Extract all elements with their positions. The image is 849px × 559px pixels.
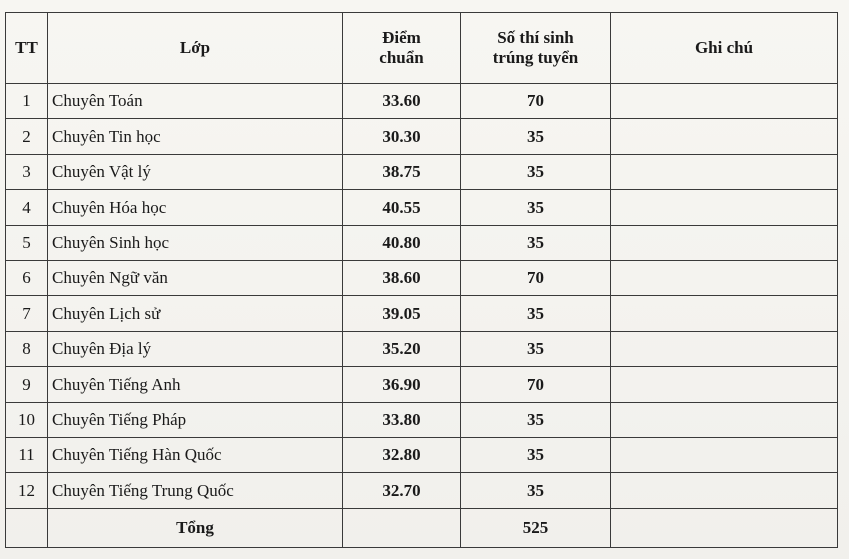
class-name: Chuyên Địa lý xyxy=(48,331,343,366)
header-tt: TT xyxy=(6,13,48,84)
row-number: 5 xyxy=(6,225,48,260)
note-cell xyxy=(611,190,838,225)
note-cell xyxy=(611,331,838,366)
admitted-count: 35 xyxy=(461,225,611,260)
row-number: 2 xyxy=(6,119,48,154)
total-label: Tổng xyxy=(48,508,343,547)
table-row xyxy=(6,154,838,189)
cutoff-score: 39.05 xyxy=(343,296,461,331)
note-cell xyxy=(611,296,838,331)
admitted-count: 70 xyxy=(461,367,611,402)
class-name: Chuyên Hóa học xyxy=(48,190,343,225)
table-row xyxy=(6,225,838,260)
table-row xyxy=(6,331,838,366)
note-cell xyxy=(611,119,838,154)
row-number: 10 xyxy=(6,402,48,437)
note-cell xyxy=(611,260,838,295)
class-name: Chuyên Tiếng Pháp xyxy=(48,402,343,437)
admitted-count: 35 xyxy=(461,473,611,508)
cutoff-score: 33.80 xyxy=(343,402,461,437)
table-row xyxy=(6,473,838,508)
row-number: 6 xyxy=(6,260,48,295)
note-cell xyxy=(611,473,838,508)
class-name: Chuyên Tiếng Trung Quốc xyxy=(48,473,343,508)
row-number: 12 xyxy=(6,473,48,508)
cutoff-score: 32.80 xyxy=(343,437,461,472)
row-number: 3 xyxy=(6,154,48,189)
cutoff-score: 35.20 xyxy=(343,331,461,366)
header-note: Ghi chú xyxy=(611,13,838,84)
row-number: 7 xyxy=(6,296,48,331)
table-row xyxy=(6,84,838,119)
row-number: 1 xyxy=(6,84,48,119)
table-body xyxy=(6,84,838,548)
note-cell xyxy=(611,84,838,119)
row-number: 9 xyxy=(6,367,48,402)
header-class: Lớp xyxy=(48,13,343,84)
admission-score-table xyxy=(5,12,838,548)
admitted-count: 35 xyxy=(461,154,611,189)
cutoff-score: 32.70 xyxy=(343,473,461,508)
header-score-line2: chuẩn xyxy=(379,48,424,67)
total-tt-empty xyxy=(6,508,48,547)
cutoff-score: 40.55 xyxy=(343,190,461,225)
class-name: Chuyên Tiếng Hàn Quốc xyxy=(48,437,343,472)
table-row xyxy=(6,296,838,331)
table-row xyxy=(6,367,838,402)
header-count-line1: Số thí sinh xyxy=(497,28,574,48)
header-count-line2: trúng tuyển xyxy=(492,48,579,67)
note-cell xyxy=(611,402,838,437)
class-name: Chuyên Vật lý xyxy=(48,154,343,189)
admitted-count: 35 xyxy=(461,296,611,331)
admitted-count: 35 xyxy=(461,437,611,472)
total-count: 525 xyxy=(461,508,611,547)
admitted-count: 70 xyxy=(461,260,611,295)
row-number: 11 xyxy=(6,437,48,472)
cutoff-score: 40.80 xyxy=(343,225,461,260)
table-row xyxy=(6,190,838,225)
table-row xyxy=(6,119,838,154)
cutoff-score: 30.30 xyxy=(343,119,461,154)
class-name: Chuyên Toán xyxy=(48,84,343,119)
table-header xyxy=(6,13,838,84)
class-name: Chuyên Lịch sử xyxy=(48,296,343,331)
table-row xyxy=(6,437,838,472)
class-name: Chuyên Sinh học xyxy=(48,225,343,260)
header-score xyxy=(343,13,461,84)
cutoff-score: 38.75 xyxy=(343,154,461,189)
row-number: 8 xyxy=(6,331,48,366)
header-score-line1: Điểm xyxy=(382,28,421,48)
class-name: Chuyên Tin học xyxy=(48,119,343,154)
cutoff-score: 36.90 xyxy=(343,367,461,402)
cutoff-score: 38.60 xyxy=(343,260,461,295)
note-cell xyxy=(611,367,838,402)
class-name: Chuyên Ngữ văn xyxy=(48,260,343,295)
admitted-count: 70 xyxy=(461,84,611,119)
table-row xyxy=(6,260,838,295)
note-cell xyxy=(611,437,838,472)
class-name: Chuyên Tiếng Anh xyxy=(48,367,343,402)
total-row xyxy=(6,508,838,547)
note-cell xyxy=(611,154,838,189)
header-row xyxy=(6,13,838,84)
header-count xyxy=(461,13,611,84)
cutoff-score: 33.60 xyxy=(343,84,461,119)
total-score-empty xyxy=(343,508,461,547)
admitted-count: 35 xyxy=(461,331,611,366)
admitted-count: 35 xyxy=(461,190,611,225)
total-note-empty xyxy=(611,508,838,547)
row-number: 4 xyxy=(6,190,48,225)
admitted-count: 35 xyxy=(461,402,611,437)
admitted-count: 35 xyxy=(461,119,611,154)
table-row xyxy=(6,402,838,437)
note-cell xyxy=(611,225,838,260)
